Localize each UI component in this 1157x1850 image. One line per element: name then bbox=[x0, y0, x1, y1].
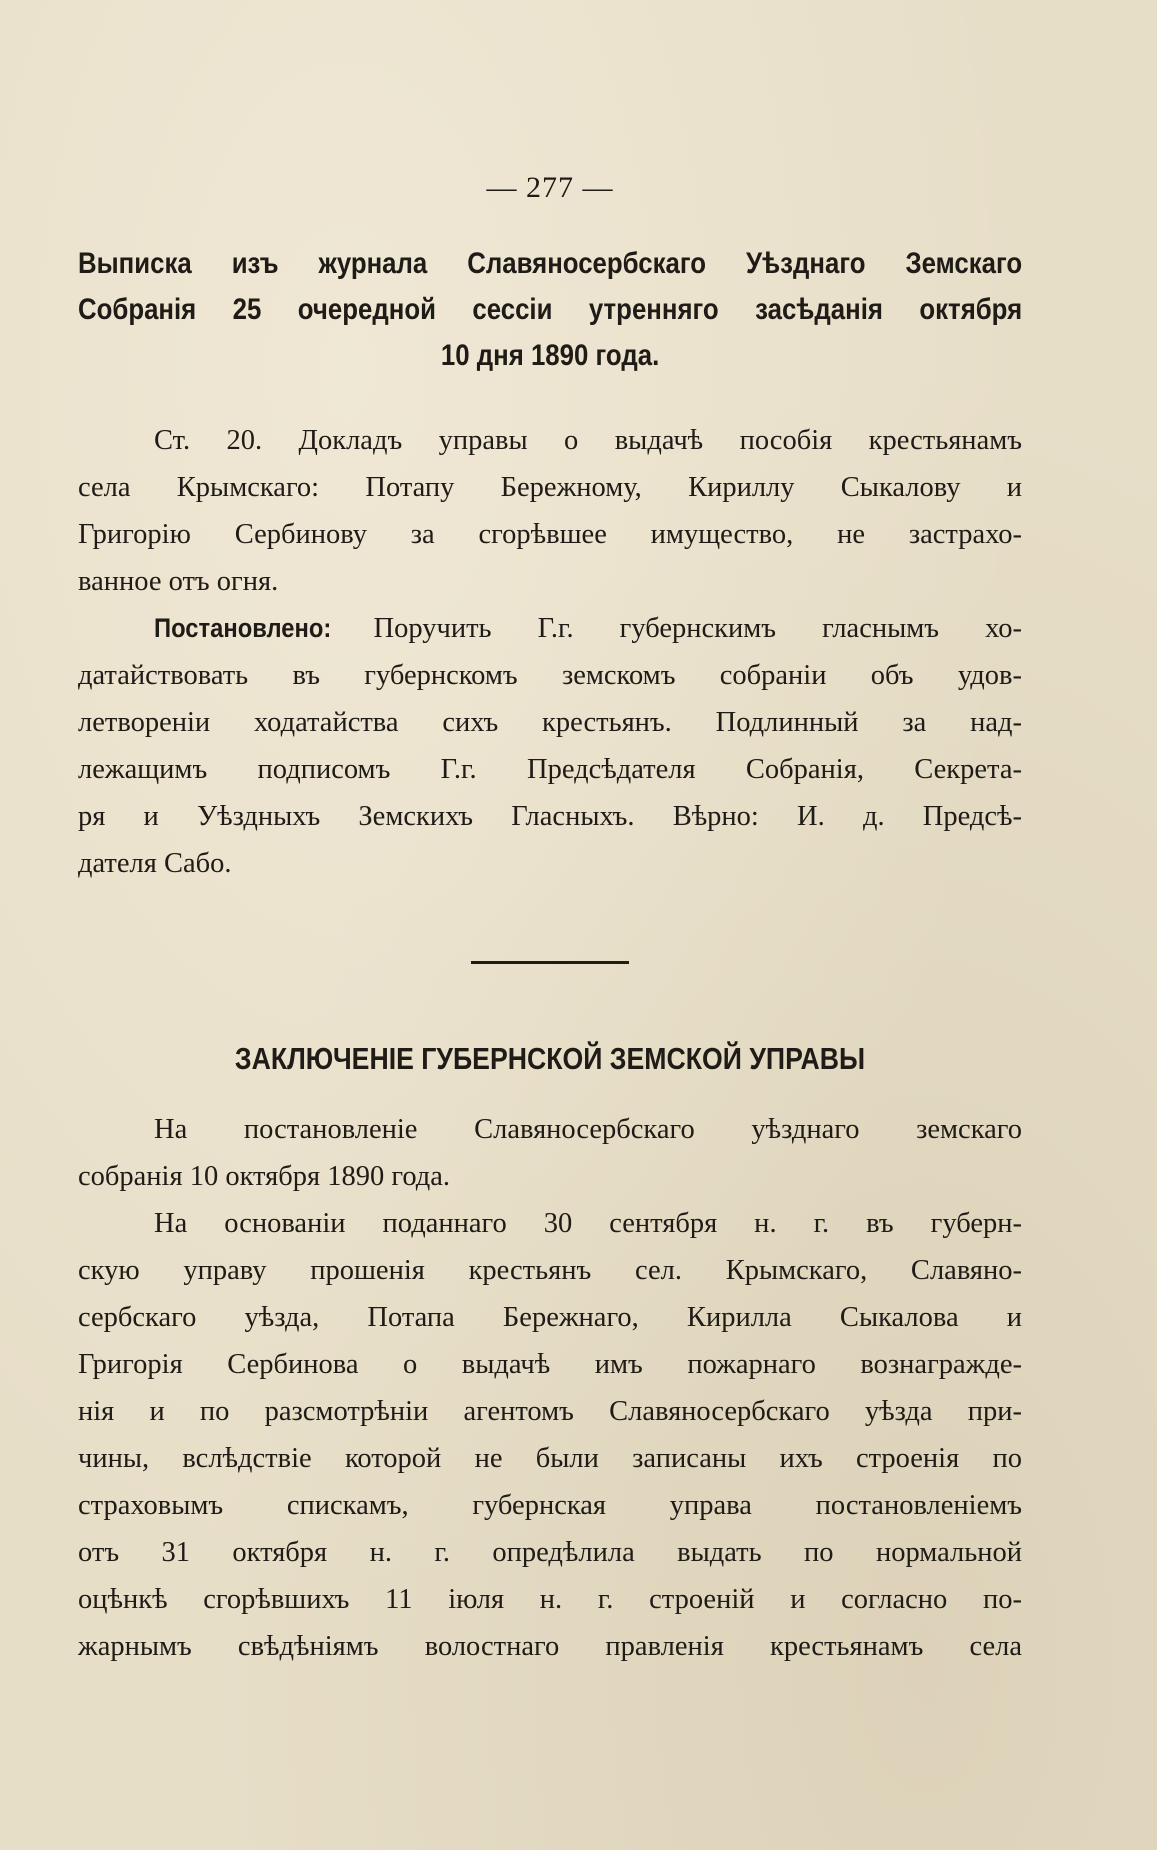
text-line: нія и по разсмотрѣніи агентомъ Славяносербскаго уѣзда при- bbox=[78, 1396, 1022, 1427]
document-heading bbox=[78, 241, 1022, 379]
text-line: отъ 31 октября н. г. опредѣлила выдать по нормальной bbox=[78, 1537, 1022, 1568]
paragraph-resolution bbox=[78, 605, 1022, 887]
paragraph-conclusion-intro bbox=[78, 1106, 1022, 1200]
text-line: Григорія Сербинова о выдачѣ имъ пожарнаго вознагражде- bbox=[78, 1349, 1022, 1380]
text-line bbox=[78, 605, 1022, 652]
text-fragment: Поручить Г.г. губернскимъ гласнымъ хо- bbox=[373, 613, 1023, 644]
text-line: Ст. 20. Докладъ управы о выдачѣ пособія крестьянамъ bbox=[154, 425, 1022, 456]
text-line: Григорію Сербинову за сгорѣвшее имущество, не застрахо- bbox=[78, 519, 1022, 550]
section-title: ЗАКЛЮЧЕНІЕ ГУБЕРНСКОЙ ЗЕМСКОЙ УПРАВЫ bbox=[234, 1041, 866, 1076]
paragraph-conclusion-body bbox=[78, 1200, 1022, 1670]
text-line: чины, вслѣдствіе которой не были записаны ихъ строенія по bbox=[78, 1443, 1022, 1474]
text-line: На основаніи поданнаго 30 сентября н. г. въ губерн- bbox=[154, 1208, 1022, 1239]
text-line: лежащимъ подписомъ Г.г. Предсѣдателя Собранія, Секрета- bbox=[78, 754, 1022, 785]
text-line: дателя Сабо. bbox=[78, 848, 232, 879]
text-line: На постановленіе Славяносербскаго уѣзднаго земскаго bbox=[154, 1114, 1022, 1145]
text-line: скую управу прошенія крестьянъ сел. Крымскаго, Славяно- bbox=[78, 1255, 1022, 1286]
heading-line: Собранія 25 очередной сессіи утренняго засѣданія октября bbox=[78, 293, 1023, 326]
text-line: летвореніи ходатайства сихъ крестьянъ. Подлинный за над- bbox=[78, 707, 1022, 738]
heading-line: Выписка изъ журнала Славяносербскаго Уѣзднаго Земскаго bbox=[78, 247, 1023, 280]
text-line: оцѣнкѣ сгорѣвшихъ 11 іюля н. г. строеній и согласно по- bbox=[78, 1584, 1022, 1615]
text-line: жарнымъ свѣдѣніямъ волостнаго правленія крестьянамъ села bbox=[78, 1631, 1022, 1662]
resolution-lead: Постановлено: bbox=[154, 613, 332, 643]
page-number: — 277 — bbox=[486, 171, 614, 204]
document-page bbox=[78, 165, 1022, 1670]
paragraph-report bbox=[78, 417, 1022, 605]
text-line: датайствовать въ губернскомъ земскомъ собраніи объ удов- bbox=[78, 660, 1022, 691]
text-line: собранія 10 октября 1890 года. bbox=[78, 1161, 451, 1192]
text-line: сербскаго уѣзда, Потапа Бережнаго, Кирилла Сыкалова и bbox=[78, 1302, 1022, 1333]
text-line: ванное отъ огня. bbox=[78, 566, 279, 597]
section-divider bbox=[471, 961, 629, 964]
text-line: села Крымскаго: Потапу Бережному, Кириллу Сыкалову и bbox=[78, 472, 1022, 503]
heading-line: 10 дня 1890 года. bbox=[440, 339, 660, 372]
text-line: страховымъ спискамъ, губернская управа постановленіемъ bbox=[78, 1490, 1022, 1521]
text-line: ря и Уѣздныхъ Земскихъ Гласныхъ. Вѣрно: И. д. Предсѣ- bbox=[78, 801, 1022, 832]
